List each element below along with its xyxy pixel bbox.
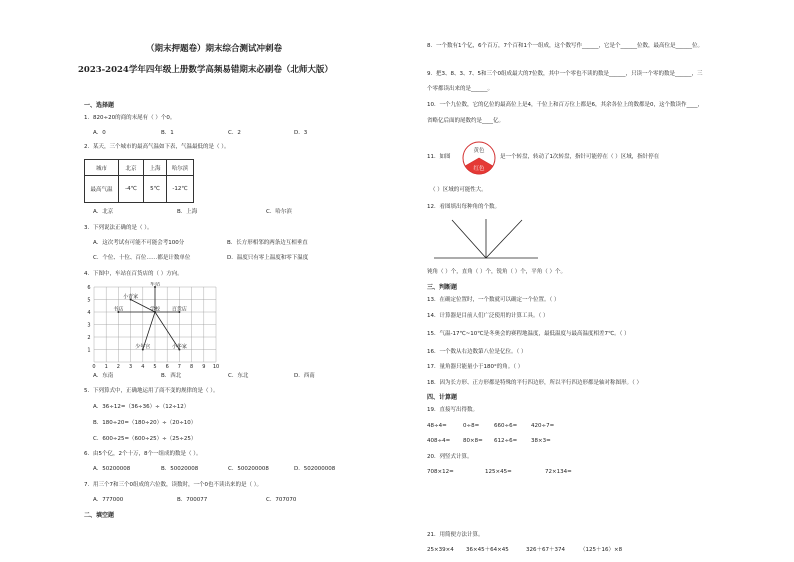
map-place-label: 少年宫 [135,344,151,350]
question-11: 11．如图 [427,154,451,160]
x-tick-label: 1 [104,364,108,370]
question-9: 9．把3、8、3、7、5和三个0组成最大的7位数，其中一个零也不读的数是______，只读一个零的数是______，三 [427,71,703,77]
calc-item: 38×3= [531,438,551,444]
x-tick-label: 4 [141,364,145,370]
x-tick-label: 9 [202,364,206,370]
option: B．700077 [177,497,208,503]
calc-item: 36×45＋64×45 [466,547,509,553]
question-12-answer: 钝角（ ）个，直角（ ）个，锐角（ ）个，平角（ ）个。 [427,269,566,275]
calc-item: 48÷4= [427,423,447,429]
calc-item: 25×39×4 [427,547,454,553]
calc-item: 125×45= [485,469,512,475]
question-2: 2．某天，三个城市的最高气温如下表，气温最低的是（ ）。 [84,144,230,150]
table-cell: 5℃ [144,176,167,203]
question-5: 5．下列算式中，正确地运用了商不变的规律的是（ ）。 [84,388,219,394]
question-14: 14．计算器是目前人们广泛使用的计算工具。（ ） [427,313,549,319]
x-tick-label: 3 [129,364,133,370]
option: C．2 [228,130,241,136]
x-tick-label: 8 [190,364,194,370]
option: C．个位、十位、百位……都是计数单位 [93,255,191,261]
option: D．西南 [294,373,315,379]
x-tick-label: 6 [165,364,169,370]
option: A．50200008 [93,466,131,472]
x-tick-label: 2 [116,364,120,370]
section-calc: 四、计算题 [427,394,458,401]
option: B．西北 [161,373,182,379]
direction-map [84,282,224,370]
option: A．0 [93,130,106,136]
option: A．北京 [93,209,114,215]
question-20: 20．列竖式计算。 [427,454,473,460]
question-11-text: 是一个转盘，转动了1次转盘，指针可能停在（ ）区域，指针停在 [500,154,660,160]
map-place-label: 学校 [149,306,161,313]
question-13: 13．在确定位置时，一个数就可以确定一个位置。（ ） [427,297,560,303]
question-8: 8．一个数有1个亿，6个百万，7个百和1个一组成，这个数写作______，它是个______位数，最高位是______位。 [427,43,703,49]
option: D．502000008 [294,466,336,472]
option: B．1 [161,130,174,136]
y-tick-label: 5 [87,297,91,304]
option: A．36÷12=（36÷36）÷（12÷12） [93,404,190,410]
question-7: 7．用三个7和三个0组成的六位数，读数时，一个0也不读出来的是（ ）。 [84,482,262,488]
option: C．707070 [266,497,297,503]
x-tick-label: 0 [92,364,96,370]
question-10: 10．一个九位数，它的亿位的最高位上是4，千位上和百万位上都是6，其余各位上的数都是0，这个数读作____， [427,102,703,108]
option: A．777000 [93,497,124,503]
option: B．50020008 [161,466,199,472]
question-19: 19．直接写出得数。 [427,407,478,413]
calc-item: 0÷8= [463,423,480,429]
question-1: 1．820÷20的商的末尾有（ ）个0。 [84,115,176,121]
question-18: 18．因为长方形、正方形都是特殊的平行四边形，所以平行四边形都是轴对称图形。（ ） [427,380,642,386]
question-9-cont: 个零都读出来的是______。 [427,86,494,92]
temperature-table [84,159,194,203]
option: D．温度只有零上温度和零下温度 [227,255,309,261]
option: B．上海 [177,209,198,215]
question-4: 4．下图中，车站在百货店的（ ）方向。 [84,271,183,277]
option: C．500200008 [228,466,269,472]
table-cell: 哈尔滨 [167,160,194,176]
x-tick-label: 7 [177,364,181,370]
section-fill: 二、填空题 [84,512,115,519]
map-place-label: 小青家 [123,294,139,300]
angle-diagram [432,214,542,262]
table-cell: 北京 [119,160,144,176]
option: A．东南 [93,373,114,379]
table-cell: 城市 [85,160,119,176]
calc-item: 408÷4= [427,438,451,444]
calc-item: 80×8= [463,438,483,444]
calc-item: 420÷7= [531,423,555,429]
y-tick-label: 3 [87,322,91,329]
map-place-label: 车站 [149,282,161,288]
option: B．180÷20=（180÷20）÷（20÷10） [93,420,197,426]
x-tick-label: 5 [153,364,157,370]
section-judge: 三、判断题 [427,284,458,291]
calc-item: （125＋16）×8 [580,547,623,553]
question-21: 21．用简便方法计算。 [427,532,484,538]
option: D．3 [294,130,308,136]
spinner-red-label: 红色 [473,166,485,172]
calc-item: 660÷6= [494,423,518,429]
y-tick-label: 1 [87,347,91,354]
y-tick-label: 4 [87,310,91,316]
page-subtitle: 2023-2024学年四年级上册数学高频易错期末必刷卷（北师大版） [78,65,333,75]
map-place-label: 百货店 [171,306,187,313]
question-16: 16．一个数从右边数第八位是亿位。（ ） [427,349,527,355]
question-3: 3．下列说法正确的是（ ）。 [84,225,153,231]
question-10-cont: 省略亿后面的尾数约是____亿。 [427,118,505,124]
question-6: 6．由5个亿，2个十万，8个一组成的数是（ ）。 [84,451,202,457]
x-tick-label: 10 [212,364,220,370]
question-11-cont: （ ）区域的可能性大。 [430,187,487,193]
spinner-diagram [461,140,497,176]
section-choice: 一、选择题 [84,102,115,109]
y-tick-label: 2 [87,335,91,341]
option: C．600÷25=（600÷25）÷（25÷25） [93,436,197,442]
question-15: 15．气温-17℃~10℃是冬奥会的赛程地温度，最低温度与最高温度相差7℃。（ ） [427,331,630,337]
page-title: （期末押题卷）期末综合测试冲刺卷 [146,44,283,54]
map-place-label: 小华家 [171,344,187,350]
table-row [85,176,194,203]
table-cell: -4℃ [119,176,144,203]
calc-item: 72×134= [545,469,572,475]
option: C．东北 [228,373,249,379]
calc-item: 708×12= [427,469,454,475]
option: B．长方形相邻的两条边互相垂直 [227,240,308,246]
table-row [85,160,194,176]
calc-item: 612÷6= [494,438,518,444]
option: A．这次考试有可能不可能会考100分 [93,240,185,246]
table-cell: 上海 [144,160,167,176]
table-cell: -12℃ [167,176,194,203]
calc-item: 326＋67＋374 [526,547,565,553]
right-column [400,0,794,562]
question-12: 12．看图填出每种角的个数。 [427,204,500,210]
question-17: 17．量角器只能量小于180°的角。（ ） [427,364,524,370]
spinner-yellow-label: 黄色 [473,148,485,154]
y-tick-label: 6 [87,285,91,291]
map-place-label: 书店 [113,306,124,313]
option: C．哈尔滨 [266,209,292,215]
table-cell: 最高气温 [85,176,119,203]
